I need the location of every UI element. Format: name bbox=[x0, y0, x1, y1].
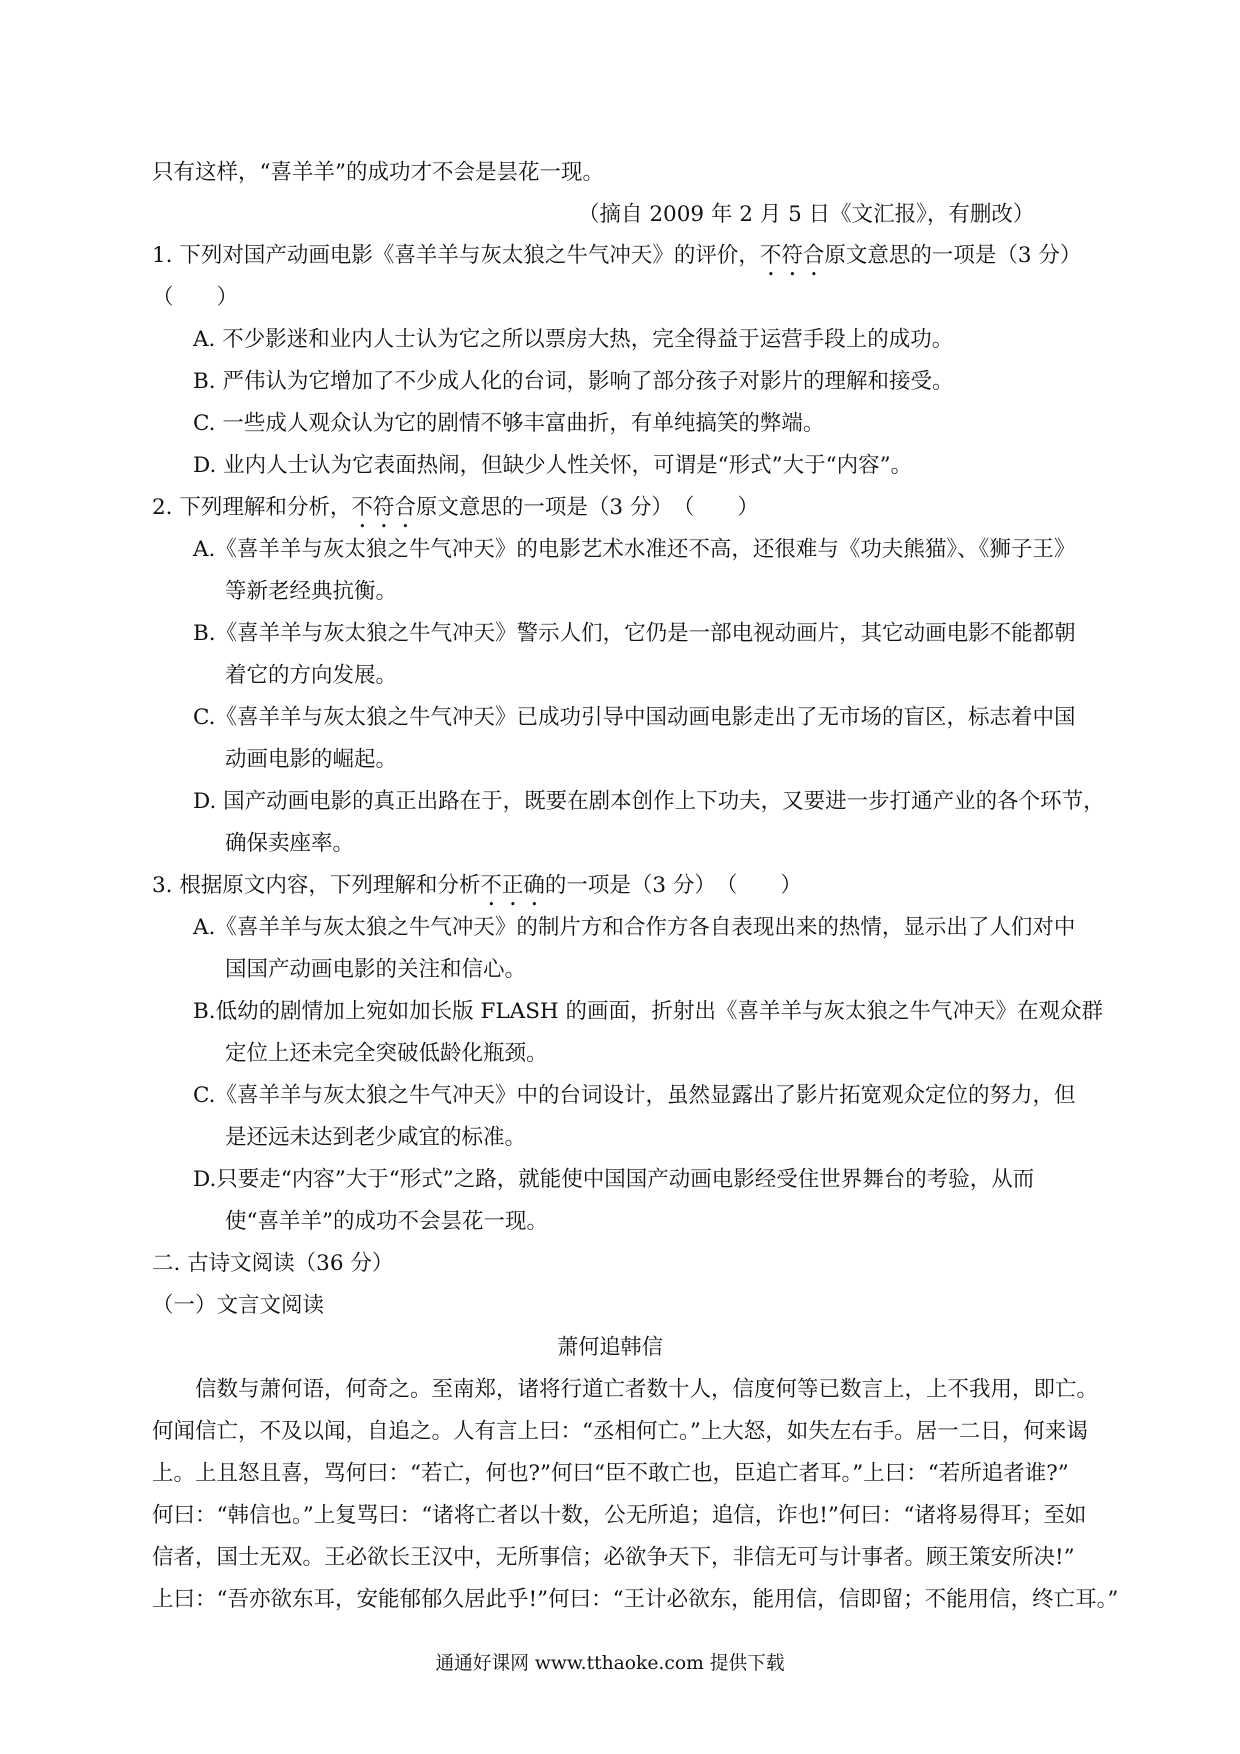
passage-line: 信者，国士无双。王必欲长王汉中，无所事信；必欲争天下，非信无可与计事者。顾王策安所决!” bbox=[152, 1545, 1075, 1570]
passage-line: 信数与萧何语，何奇之。至南郑，诸将行道亡者数十人，信度何等已数言上，上不我用，即亡。 bbox=[152, 1377, 1099, 1402]
question-1-stem bbox=[152, 241, 1081, 281]
question-1-answer-paren: （ ） bbox=[152, 285, 239, 310]
section-heading: 二. 古诗文阅读（36 分） bbox=[152, 1251, 394, 1276]
question-2-stem bbox=[152, 493, 759, 533]
passage-line: 上曰：“吾亦欲东耳，安能郁郁久居此乎!”何曰：“王计必欲东，能用信，信即留；不能用信，终亡耳。” bbox=[152, 1587, 1119, 1612]
question-1-option-d: D. 业内人士认为它表面热闹，但缺少人性关怀，可谓是“形式”大于“内容”。 bbox=[193, 453, 913, 478]
page-footer: 通通好课网 www.tthaoke.com 提供下载 bbox=[435, 1652, 785, 1674]
passage-title: 萧何追韩信 bbox=[557, 1335, 663, 1360]
question-2-option-c-cont: 动画电影的崛起。 bbox=[225, 747, 398, 772]
question-3-option-d: D.只要走“内容”大于“形式”之路，就能使中国国产动画电影经受住世界舞台的考验，从而 bbox=[193, 1167, 1035, 1192]
question-1-stem-post: 原文意思的一项是（3 分） bbox=[824, 243, 1082, 268]
question-1-emphasis: 不符合 bbox=[759, 243, 825, 268]
intro-line: 只有这样，“喜羊羊”的成功才不会是昙花一现。 bbox=[152, 160, 604, 185]
question-3-emphasis: 不正确 bbox=[480, 873, 545, 898]
source-citation: （摘自 2009 年 2 月 5 日《文汇报》，有删改） bbox=[578, 202, 1035, 227]
question-1-option-c: C. 一些成人观众认为它的剧情不够丰富曲折，有单纯搞笑的弊端。 bbox=[193, 411, 825, 436]
question-1-option-b: B. 严伟认为它增加了不少成人化的台词，影响了部分孩子对影片的理解和接受。 bbox=[193, 369, 954, 394]
question-2-emphasis: 不符合 bbox=[351, 495, 416, 520]
question-3-option-b-cont: 定位上还未完全突破低龄化瓶颈。 bbox=[225, 1041, 548, 1066]
question-2-option-c: C.《喜羊羊与灰太狼之牛气冲天》已成功引导中国动画电影走出了无市场的盲区，标志着中国 bbox=[193, 705, 1076, 730]
question-2-option-b: B.《喜羊羊与灰太狼之牛气冲天》警示人们，它仍是一部电视动画片，其它动画电影不能都朝 bbox=[193, 621, 1076, 646]
question-2-stem-post: 原文意思的一项是（3 分） （ ） bbox=[415, 495, 759, 520]
question-2-option-b-cont: 着它的方向发展。 bbox=[225, 663, 398, 688]
question-3-stem-pre: 3. 根据原文内容，下列理解和分析 bbox=[152, 873, 481, 898]
question-3-option-c-cont: 是还远未达到老少咸宜的标准。 bbox=[225, 1125, 527, 1150]
passage-line: 上。上且怒且喜，骂何曰：“若亡，何也?”何曰“臣不敢亡也，臣追亡者耳。”上曰：“若所追者谁?” bbox=[152, 1461, 1069, 1486]
question-2-option-a: A.《喜羊羊与灰太狼之牛气冲天》的电影艺术水准还不高，还很难与《功夫熊猫》、《狮子王》 bbox=[193, 537, 1076, 562]
question-3-stem-post: 的一项是（3 分） （ ） bbox=[544, 873, 802, 898]
question-3-option-a-cont: 国国产动画电影的关注和信心。 bbox=[225, 957, 527, 982]
question-3-option-a: A.《喜羊羊与灰太狼之牛气冲天》的制片方和合作方各自表现出来的热情，显示出了人们对中 bbox=[193, 915, 1076, 940]
subsection-heading: （一）文言文阅读 bbox=[152, 1293, 325, 1318]
question-3-option-c: C.《喜羊羊与灰太狼之牛气冲天》中的台词设计，虽然显露出了影片拓宽观众定位的努力，但 bbox=[193, 1083, 1076, 1108]
question-3-option-b: B.低幼的剧情加上宛如加长版 FLASH 的画面，折射出《喜羊羊与灰太狼之牛气冲天》在观众群 bbox=[193, 999, 1104, 1024]
question-3-stem bbox=[152, 871, 802, 911]
question-2-option-d-cont: 确保卖座率。 bbox=[225, 831, 355, 856]
question-2-stem-pre: 2. 下列理解和分析， bbox=[152, 495, 352, 520]
question-2-option-d: D. 国产动画电影的真正出路在于，既要在剧本创作上下功夫，又要进一步打通产业的各个环节， bbox=[193, 789, 1105, 814]
passage-line: 何曰：“韩信也。”上复骂曰：“诸将亡者以十数，公无所追；追信，诈也!”何曰：“诸将易得耳；至如 bbox=[152, 1503, 1087, 1528]
question-1-stem-pre: 1. 下列对国产动画电影《喜羊羊与灰太狼之牛气冲天》的评价， bbox=[152, 243, 760, 268]
passage-line: 何闻信亡，不及以闻，自追之。人有言上曰：“丞相何亡。”上大怒，如失左右手。居一二日，何来谒 bbox=[152, 1419, 1088, 1444]
question-3-option-d-cont: 使“喜羊羊”的成功不会昙花一现。 bbox=[225, 1209, 548, 1234]
question-1-option-a: A. 不少影迷和业内人士认为它之所以票房大热，完全得益于运营手段上的成功。 bbox=[193, 327, 954, 352]
question-2-option-a-cont: 等新老经典抗衡。 bbox=[225, 579, 398, 604]
